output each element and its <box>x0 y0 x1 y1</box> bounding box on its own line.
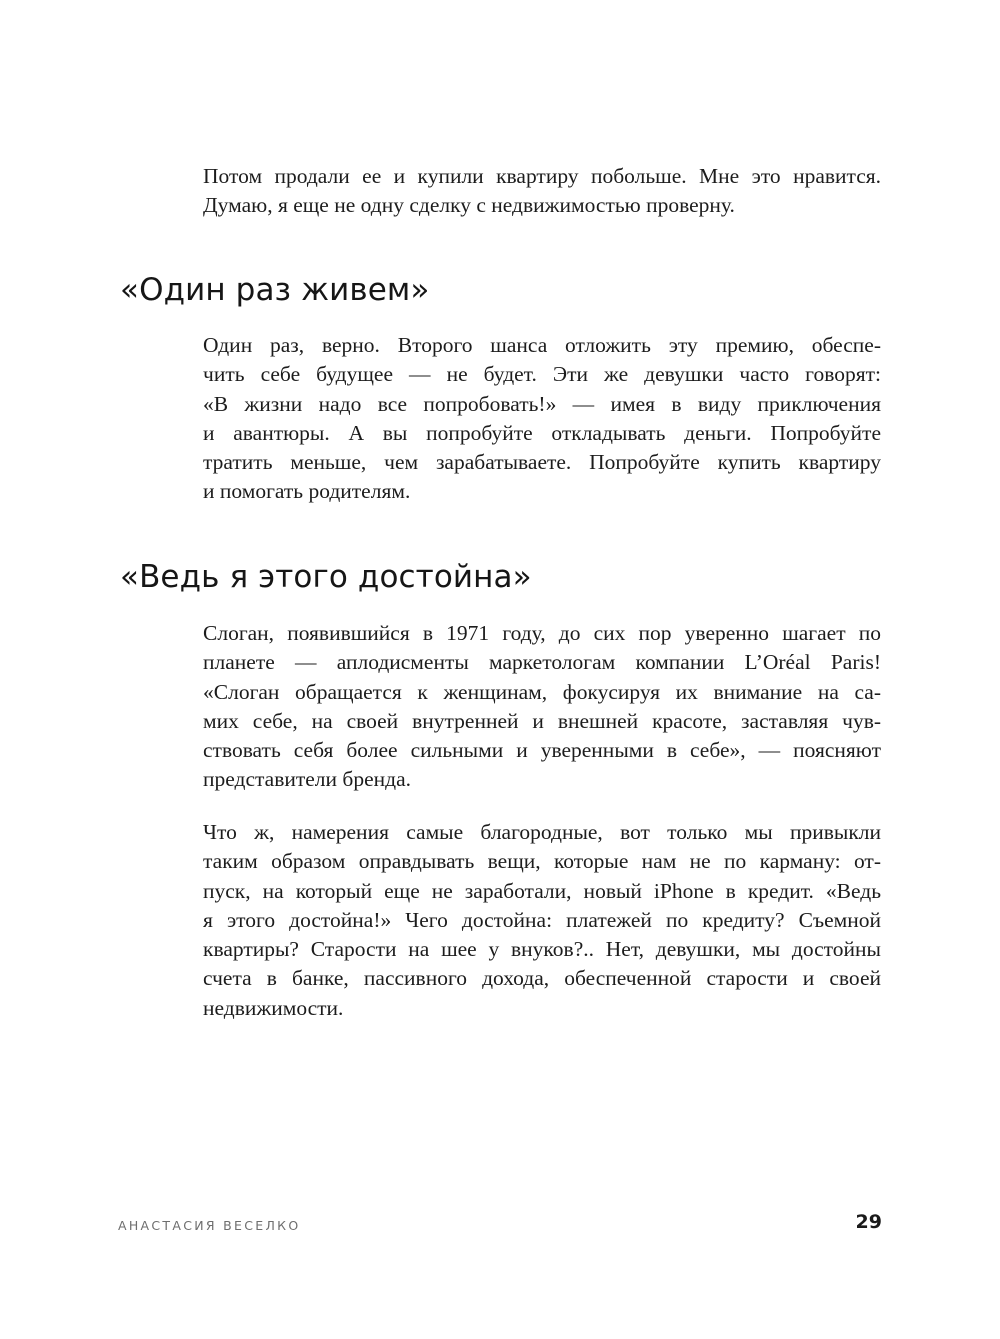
paragraph-intro <box>203 162 881 221</box>
text-line: квартиры? Старости на шее у внуков?.. Нет, девушки, мы достойны <box>203 937 881 962</box>
text-line: счета в банке, пассивного дохода, обеспеченной старости и своей <box>203 966 881 991</box>
text-line: ствовать себя более сильными и уверенными в себе», — поясняют <box>203 738 881 763</box>
text-line: планете — аплодисменты маркетологам компании L’Oréal Paris! <box>203 650 881 675</box>
text-line: чить себе будущее — не будет. Эти же девушки часто говорят: <box>203 362 881 387</box>
text-line: Потом продали ее и купили квартиру побольше. Мне это нравится. <box>203 164 882 188</box>
text-line: пуск, на который еще не заработали, новый iPhone в кредит. «Ведь <box>203 878 881 903</box>
text-line: мих себе, на своей внутренней и внешней красоте, заставляя чув- <box>203 708 881 733</box>
page-number: 29 <box>855 1211 882 1233</box>
paragraph-one-life <box>203 331 881 507</box>
section-heading-worth-it: «Ведь я этого достойна» <box>120 559 532 595</box>
text-line: Что ж, намерения самые благородные, вот только мы привыкли <box>203 820 881 844</box>
running-footer-author: АНАСТАСИЯ ВЕСЕЛКО <box>118 1218 301 1233</box>
text-line: и авантюры. А вы попробуйте откладывать деньги. Попробуйте <box>203 420 881 445</box>
text-line: Думаю, я еще не одну сделку с недвижимостью проверну. <box>203 193 735 218</box>
text-line: тратить меньше, чем зарабатываете. Попробуйте купить квартиру <box>203 450 881 475</box>
text-line: «В жизни надо все попробовать!» — имея в виду приключения <box>203 391 881 416</box>
paragraph-slogan <box>203 619 881 795</box>
text-line: «Слоган обращается к женщинам, фокусируя их внимание на са- <box>203 679 881 704</box>
text-line: и помогать родителям. <box>203 479 411 504</box>
text-line: Один раз, верно. Второго шанса отложить эту премию, обеспе- <box>203 333 881 357</box>
text-line: Слоган, появившийся в 1971 году, до сих пор уверенно шагает по <box>203 621 881 645</box>
text-line: таким образом оправдывать вещи, которые нам не по карману: от- <box>203 849 881 874</box>
text-line: представители бренда. <box>203 767 411 792</box>
section-heading-one-life: «Один раз живем» <box>120 272 430 308</box>
paragraph-intentions <box>203 818 881 1023</box>
text-line: недвижимости. <box>203 995 344 1020</box>
text-line: я этого достойна!» Чего достойна: платежей по кредиту? Съемной <box>203 907 881 932</box>
